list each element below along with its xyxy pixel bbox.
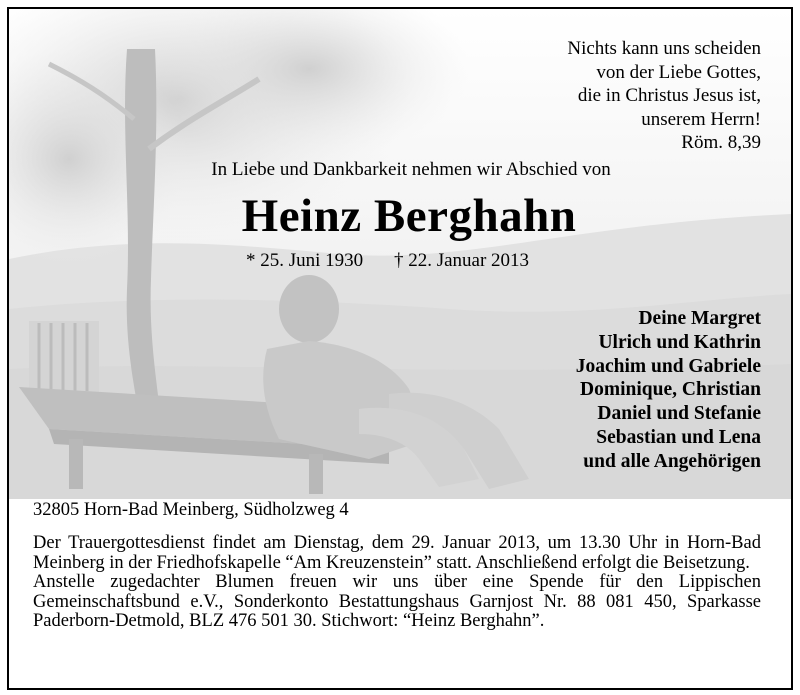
verse-line: unserem Herrn! [641, 108, 761, 130]
intro-text: In Liebe und Dankbarkeit nehmen wir Abschied von [211, 159, 611, 180]
mourner-line: Joachim und Gabriele [575, 355, 761, 377]
mourner-line: Ulrich und Kathrin [598, 331, 761, 353]
death-date: † 22. Januar 2013 [393, 250, 530, 271]
family-address: 32805 Horn-Bad Meinberg, Südholzweg 4 [33, 500, 349, 520]
mourner-line: Deine Margret [638, 308, 761, 329]
funeral-details [33, 534, 761, 632]
service-paragraph: Der Trauergottesdienst findet am Dienstag, dem 29. Januar 2013, um 13.30 Uhr in Horn-Bad Meinberg in der Friedhofskapelle “Am Kreuzenstein” statt. Anschließend erfolgt die Beisetzung. [33, 533, 761, 573]
deceased-name: Heinz Berghahn [241, 190, 577, 242]
obituary-frame [7, 7, 793, 690]
bible-verse [567, 37, 761, 155]
birth-date: * 25. Juni 1930 [246, 250, 364, 271]
life-dates [246, 250, 529, 272]
verse-line: die in Christus Jesus ist, [577, 85, 761, 106]
mourners-list [576, 307, 761, 474]
mourner-line: und alle Angehörigen [583, 450, 761, 472]
mourner-line: Dominique, Christian [580, 379, 761, 401]
verse-reference: Röm. 8,39 [681, 132, 761, 153]
mourner-line: Daniel und Stefanie [597, 403, 761, 425]
verse-line: Nichts kann uns scheiden [567, 38, 761, 59]
verse-line: von der Liebe Gottes, [596, 61, 761, 83]
mourner-line: Sebastian und Lena [596, 426, 761, 448]
donation-paragraph: Anstelle zugedachter Blumen freuen wir uns über eine Spende für den Lippischen Gemeinschaftsbund e.V., Sonderkonto Bestattungshaus Garnjost Nr. 88 081 450, Sparkasse Paderborn-Detmold, BLZ 476 501 30. Stichwort: “Heinz Berghahn”. [33, 572, 761, 632]
